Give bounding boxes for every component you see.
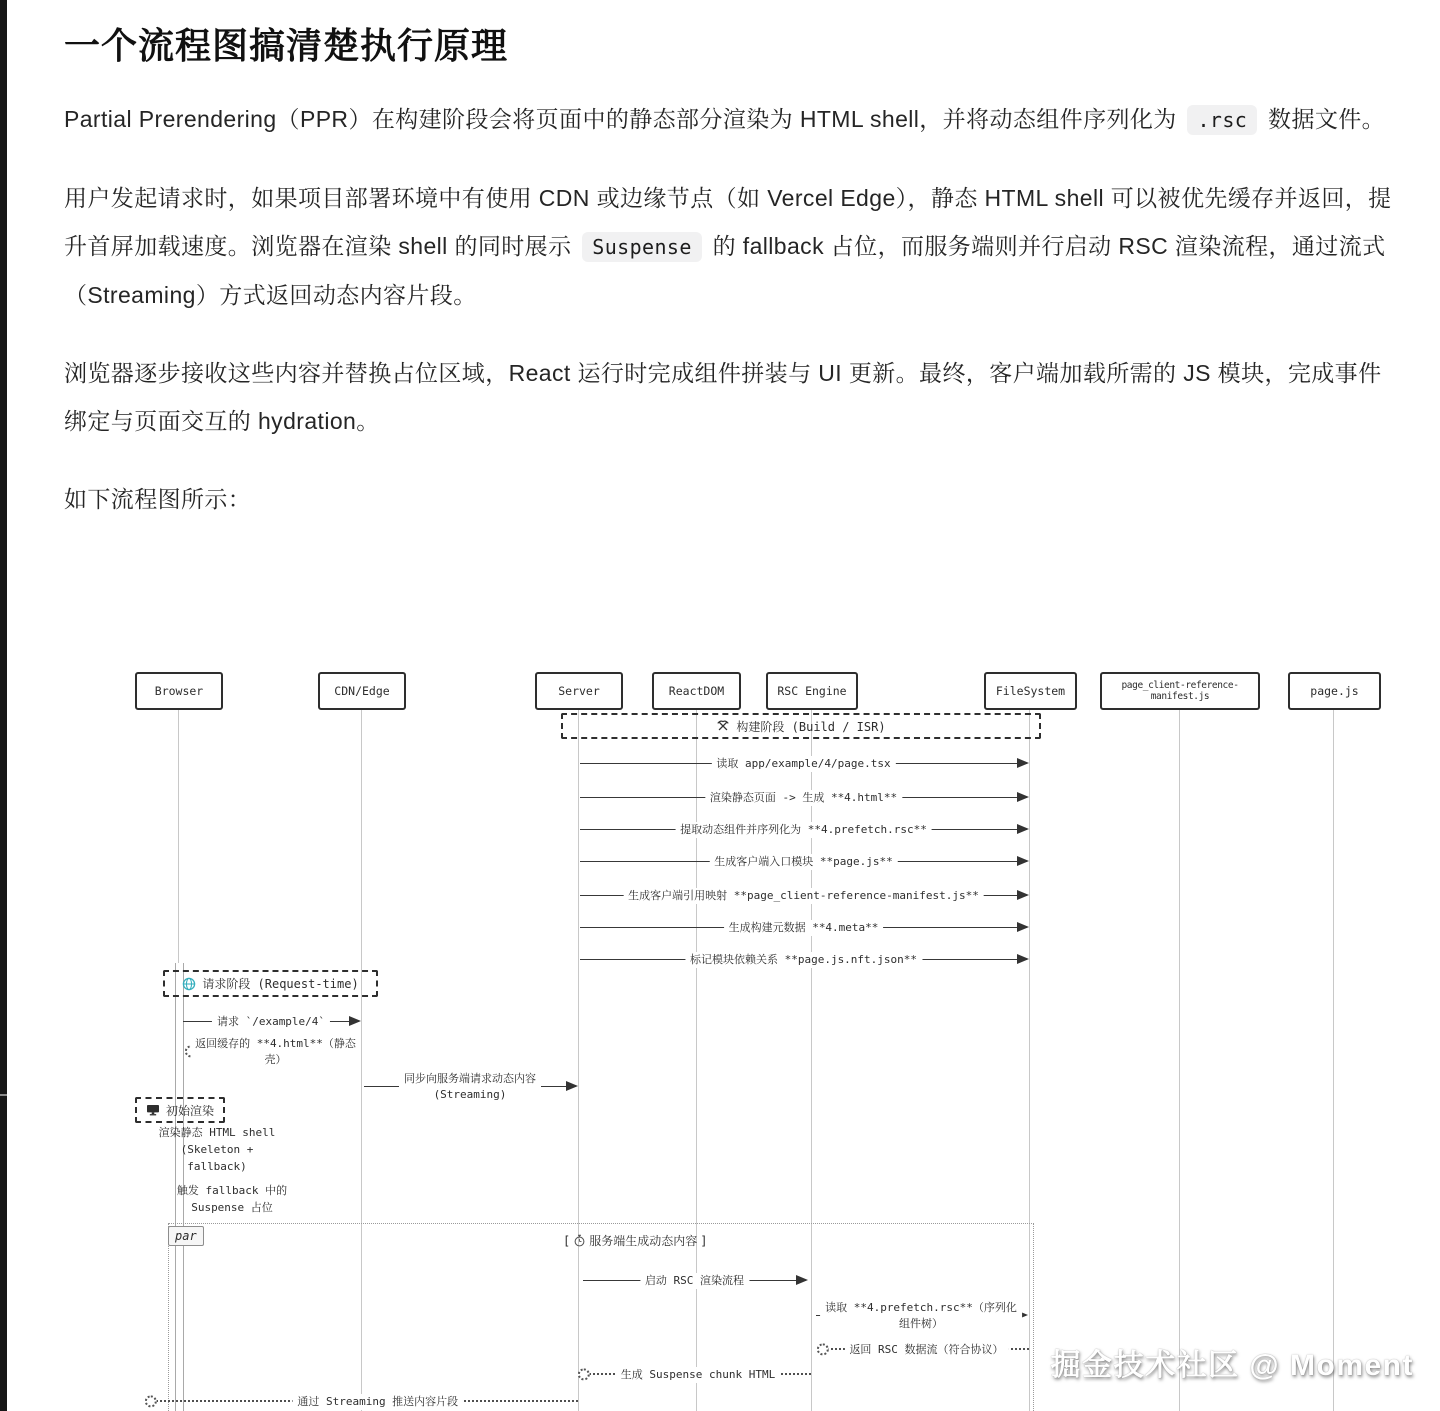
message-arrow: [364, 1072, 576, 1101]
message-label: 返回 RSC 数据流（符合协议）: [844, 1342, 1008, 1358]
message-arrow: [580, 757, 1027, 770]
text-segment: 数据文件。: [1261, 106, 1386, 132]
message-label: 生成 Suspense chunk HTML: [616, 1367, 780, 1383]
paragraph-3: [64, 349, 1394, 445]
par-border-top: [168, 1223, 1034, 1224]
participant-browser: Browser: [135, 672, 223, 710]
paragraph-2: [64, 174, 1394, 319]
text-segment: 浏览器逐步接收这些内容并替换占位区域，React 运行时完成组件拼装与 UI 更新。最终，客户端加载所需的 JS 模块，完成事件绑定与页面交互的 hydration。: [64, 360, 1382, 434]
timer-icon: [573, 1234, 586, 1247]
phase-initial-render-label: 初始渲染: [165, 1103, 214, 1118]
page-title: 一个流程图搞清楚执行原理: [64, 25, 509, 66]
par-border-left: [168, 1223, 169, 1411]
note-trigger-fallback: 触发 fallback 中的 Suspense 占位: [176, 1184, 288, 1214]
text-segment: 用户发起请求时，如果项目部署环境中有使用 CDN 或边缘节点（如 Vercel Edge），静态 HTML shell 可以被优先缓存并返回，提升首屏加载速度。浏览器在渲染 shell 的同时展示: [64, 185, 1392, 259]
sequence-diagram: [0, 660, 1440, 1411]
phase-initial-render: [135, 1097, 225, 1123]
message-arrow: [580, 889, 1027, 902]
message-arrow: [583, 1274, 806, 1287]
phase-build: [561, 713, 1041, 739]
lifeline-filesystem: [1029, 710, 1030, 1411]
message-label: 返回缓存的 **4.html**（静态 壳）: [190, 1036, 361, 1068]
open-arrowhead: [578, 1368, 590, 1380]
message-arrow: [580, 791, 1027, 804]
phase-build-label: 构建阶段 (Build / ISR): [736, 719, 886, 734]
message-return-arrow: [192, 1037, 359, 1066]
message-return-arrow: [585, 1368, 811, 1381]
participant-reactdom: ReactDOM: [652, 672, 741, 710]
message-label: 通过 Streaming 推送内容片段: [292, 1394, 463, 1410]
lifeline-rsc-engine: [811, 710, 812, 1411]
message-arrow: [580, 921, 1027, 934]
message-arrow: [580, 855, 1027, 868]
par-section-label: [ 服务端生成动态内容 ]: [563, 1233, 708, 1248]
text-segment: Partial Prerendering（PPR）在构建阶段会将页面中的静态部分渲染为 HTML shell，并将动态组件序列化为: [64, 106, 1184, 132]
message-label: 提取动态组件并序列化为 **4.prefetch.rsc**: [675, 822, 932, 838]
watermark: 掘金技术社区 @ Moment: [1050, 1349, 1414, 1382]
inline-code: Suspense: [582, 232, 702, 262]
lifeline-server: [578, 710, 579, 1411]
message-label: 渲染静态页面 -> 生成 **4.html**: [705, 790, 902, 806]
open-arrowhead: [817, 1343, 829, 1355]
paragraph-lead-in: [64, 475, 1394, 523]
message-label: 同步向服务端请求动态内容 (Streaming): [399, 1071, 541, 1103]
text-segment: 如下流程图所示：: [64, 486, 252, 512]
lifeline-reactdom: [696, 710, 697, 1411]
open-arrowhead: [145, 1395, 157, 1407]
par-label: par: [168, 1226, 204, 1246]
message-arrow: [183, 1015, 359, 1028]
message-label: 启动 RSC 渲染流程: [640, 1273, 749, 1289]
participant-pagejs: page.js: [1288, 672, 1381, 710]
participant-server: Server: [535, 672, 623, 710]
participant-cdn-edge: CDN/Edge: [318, 672, 406, 710]
phase-request: [163, 970, 378, 997]
message-return-arrow: [824, 1343, 1029, 1356]
globe-icon: [182, 977, 196, 991]
participant-rsc-engine: RSC Engine: [766, 672, 858, 710]
article: [64, 0, 1394, 553]
lifeline-cdn-edge: [361, 710, 362, 1411]
message-label: 读取 **4.prefetch.rsc**（序列化 组件树）: [820, 1300, 1022, 1332]
message-label: 生成构建元数据 **4.meta**: [724, 920, 884, 936]
paragraph-1: [64, 95, 1394, 144]
par-border-right: [1033, 1223, 1034, 1411]
message-arrow: [580, 823, 1027, 836]
message-arrow: [816, 1301, 1026, 1330]
note-render-shell: 渲染静态 HTML shell (Skeleton + fallback): [158, 1126, 276, 1173]
message-return-arrow: [152, 1395, 578, 1408]
text-segment: 的 fallback 占位，而服务端则并行启动 RSC 渲染流程，通过流式（Streaming）方式返回动态内容片段。: [64, 233, 1386, 308]
participant-filesystem: FileSystem: [984, 672, 1077, 710]
message-arrow: [580, 953, 1027, 966]
lifeline-pagejs: [1333, 710, 1334, 1411]
message-label: 生成客户端引用映射 **page_client-reference-manifest.js**: [623, 888, 984, 904]
message-label: 标记模块依赖关系 **page.js.nft.json**: [685, 952, 922, 968]
phase-request-label: 请求阶段 (Request-time): [202, 977, 359, 991]
inline-code: .rsc: [1187, 105, 1257, 135]
lifeline-manifest: [1179, 710, 1180, 1411]
participant-manifest: page_client-reference-manifest.js: [1100, 672, 1260, 710]
message-label: 读取 app/example/4/page.tsx: [711, 756, 895, 772]
monitor-icon: [146, 1104, 160, 1116]
message-label: 请求 `/example/4`: [212, 1014, 330, 1030]
message-label: 生成客户端入口模块 **page.js**: [709, 854, 897, 870]
hammer-pick-icon: [716, 719, 730, 733]
